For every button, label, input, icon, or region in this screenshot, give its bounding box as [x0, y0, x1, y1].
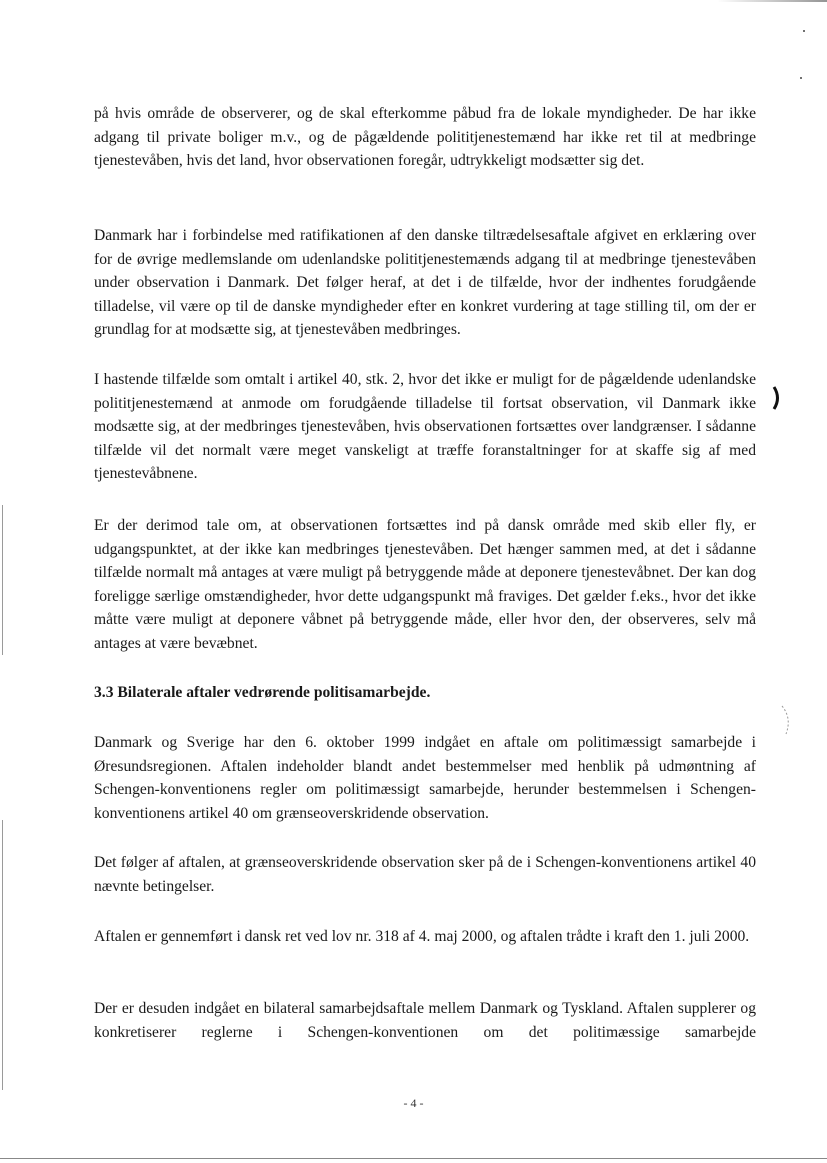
paragraph-denmark-sweden-agreement: Danmark og Sverige har den 6. oktober 1999 indgået en aftale om politimæssigt samarbejde i Øresundsregionen. Aftalen indeholder blandt andet bestemmelser med henblik på udmøntning af Schengen-konventionens regler om politimæssigt samarbejde, herunder bestemmelsen i Schengen-konventionens artikel 40 om grænseoverskridende observation. — [94, 734, 756, 822]
scan-speck — [803, 30, 805, 32]
paragraph-ship-or-plane: Er der derimod tale om, at observationen fortsættes ind på dansk område med skib eller fly, er udgangspunktet, at der ikke kan medbringes tjenestevåben. Det hænger sammen med, at det i sådanne tilfælde normalt må antages at være muligt på betryggende måde at deponere tjenestevåbnet. Der kan dog foreligge særlige omstændigheder, hvor dette udgangspunkt må fraviges. Det gælder f.eks., hvor det ikke måtte være muligt at deponere våbnet på betryggende måde, eller hvor den, der observeres, selv må antages at være bevæbnet. — [94, 517, 756, 652]
paragraph-implementation-law: Aftalen er gennemført i dansk ret ved lov nr. 318 af 4. maj 2000, og aftalen trådte i kraft den 1. juli 2000. — [94, 928, 750, 945]
paragraph-agreement-conditions: Det følger af aftalen, at grænseoverskridende observation sker på de i Schengen-konventionens artikel 40 nævnte betingelser. — [94, 854, 756, 895]
scan-bottom-edge — [0, 1158, 827, 1159]
paragraph-observation-rules: på hvis område de observerer, og de skal efterkomme påbud fra de lokale myndigheder. De har ikke adgang til private boliger m.v., og de pågældende polititjenestemænd har ikke ret til at medbringe tjenestevåben, hvis det land, hvor observationen foregår, udtrykkeligt modsætter sig det. — [94, 105, 756, 170]
scan-edge-line — [2, 820, 3, 1090]
scan-speck — [800, 77, 802, 79]
scan-artifact — [717, 0, 827, 2]
section-heading: 3.3 Bilaterale aftaler vedrørende politisamarbejde. — [94, 684, 431, 701]
scan-arc-mark — [780, 704, 794, 736]
page-number: - 4 - — [403, 1096, 424, 1110]
binder-hole-mark — [772, 385, 782, 411]
paragraph-danish-declaration: Danmark har i forbindelse med ratifikationen af den danske tiltrædelsesaftale afgivet en erklæring over for de øvrige medlemslande om udenlandske polititjenestemænds adgang til at medbringe tjenestevåben under observation i Danmark. Det følger heraf, at det i de tilfælde, hvor der indhentes forudgående tilladelse, vil være op til de danske myndigheder efter en konkret vurdering at tage stilling til, om der er grundlag for at modsætte sig, at tjenestevåben medbringes. — [94, 227, 756, 339]
paragraph-denmark-germany-agreement: Der er desuden indgået en bilateral samarbejdsaftale mellem Danmark og Tyskland. Aftalen supplerer og konkretiserer reglerne i Schengen-konventionen om det politimæssige samarbejde — [94, 1000, 756, 1041]
paragraph-urgent-cases: I hastende tilfælde som omtalt i artikel 40, stk. 2, hvor det ikke er muligt for de pågældende udenlandske polititjenestemænd at anmode om forudgående tilladelse til fortsat observation, vil Danmark ikke modsætte sig, at der medbringes tjenestevåben, hvis observationen fortsættes over landgrænser. I sådanne tilfælde vil det normalt være meget vanskeligt at træffe foranstaltninger for at skaffe sig af med tjenestevåbnene. — [94, 371, 756, 483]
scan-edge-line — [2, 505, 3, 655]
